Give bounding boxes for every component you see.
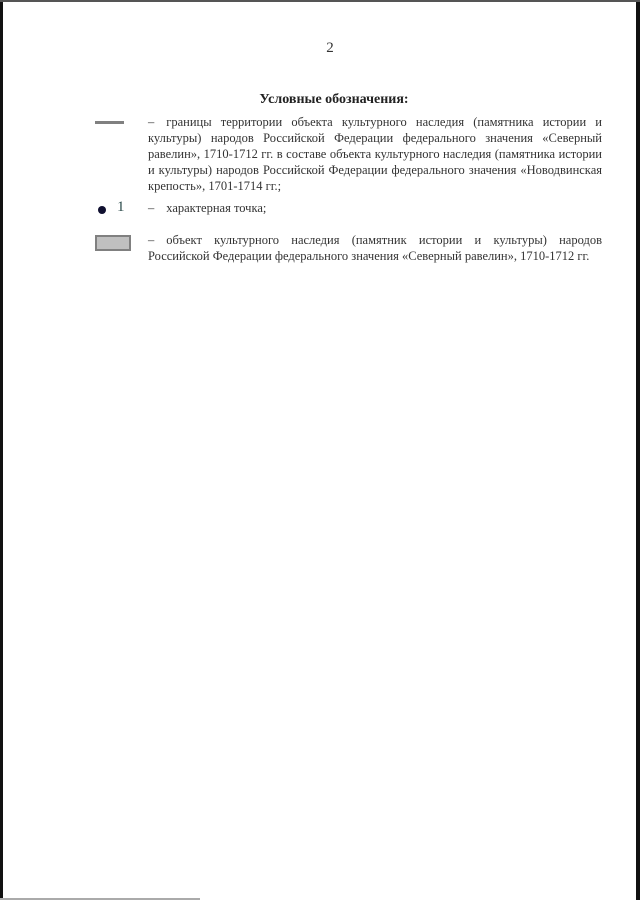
scan-border-top bbox=[0, 0, 640, 2]
legend-title: Условные обозначения: bbox=[259, 92, 409, 107]
legend-description: границы территории объекта культурного наследия (памятника истории и культуры) народов Российской Федерации федерального значения «Северный равелин», 1710-1712 гг. в составе объекта культурного наследия (памятника истории и культуры) народов Российской Федерации федерального значения «Новодвинская крепость», 1701-1714 гг.; bbox=[148, 115, 602, 193]
legend-item-text bbox=[148, 232, 602, 264]
object-area-icon bbox=[95, 235, 131, 251]
boundary-line-icon bbox=[95, 121, 124, 124]
legend-item-text bbox=[148, 200, 602, 216]
scan-border-right bbox=[636, 0, 640, 900]
point-number-label: 1 bbox=[117, 199, 125, 215]
point-marker-icon bbox=[98, 206, 106, 214]
dash: – bbox=[148, 115, 155, 129]
dash: – bbox=[148, 201, 155, 215]
legend-item-text bbox=[148, 114, 602, 194]
dash: – bbox=[148, 233, 155, 247]
legend-description: объект культурного наследия (памятник истории и культуры) народов Российской Федерации федерального значения «Северный равелин», 1710-1712 гг. bbox=[148, 233, 602, 263]
page-number: 2 bbox=[326, 40, 334, 56]
legend-description: характерная точка; bbox=[166, 201, 267, 215]
scan-border-left bbox=[0, 0, 3, 900]
